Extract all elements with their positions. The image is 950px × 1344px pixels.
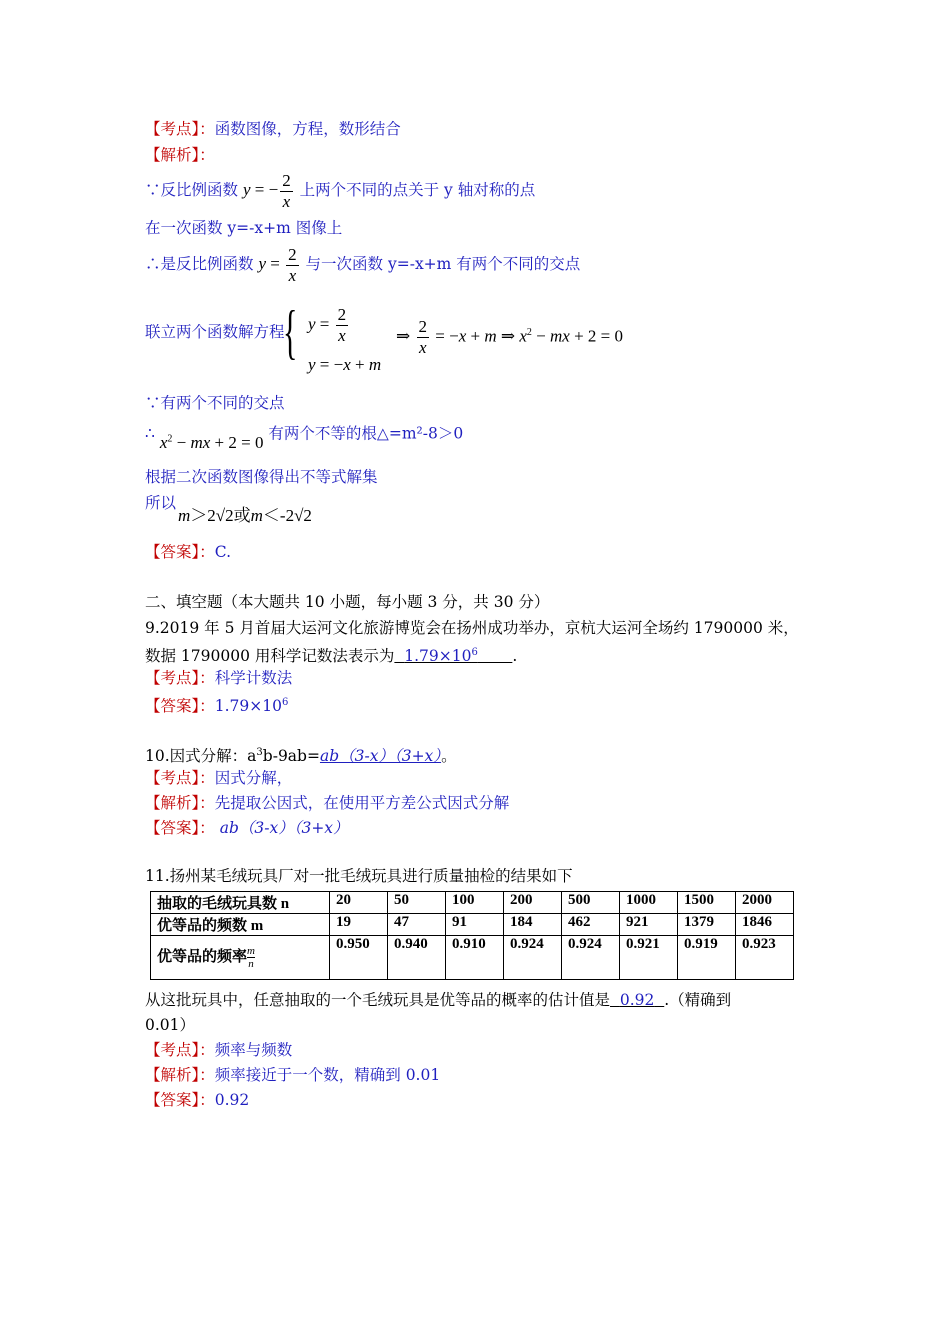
table-cell: 19 [330,914,388,936]
q8-kaodian-label: 【考点】： [145,120,215,138]
q10-answer-text: ab（3-x）（3+x） [219,819,349,837]
q8-line4-pre: 联立两个函数解方程 [145,323,285,341]
q9-stem2-post: . [512,647,518,666]
section-title: 二、填空题（本大题共 10 小题，每小题 3 分，共 30 分） [145,593,550,611]
q11-after1 [145,990,731,1010]
q10-stem-pre: 10.因式分解：a [145,747,257,766]
table-cell: 0.910 [446,936,504,980]
table-cell: 1846 [736,914,794,936]
q10-stem-mid: b-9ab= [262,747,320,766]
q8-line8: 所以 [145,494,177,512]
q9-kaodian [145,668,292,688]
q11-jiexi-label: 【解析】： [145,1066,215,1084]
q10-blank: ab（3-x）（3+x） [319,747,442,766]
q8-line3-formula: y = $\frac{2}{x}$ [258,244,297,285]
table-cell: 0.950 [330,936,388,980]
q11-answer-label: 【答案】： [145,1091,215,1109]
q11-answer [145,1090,249,1110]
table-cell: 500 [562,892,620,914]
q9-blank: $1.79\times 10^6$ [404,647,478,666]
q10-jiexi-label: 【解析】： [145,794,215,812]
table-cell: 0.919 [678,936,736,980]
q8-line6 [145,420,464,452]
frequency-table [150,891,794,980]
q11-jiexi-text: 频率接近于一个数，精确到 0.01 [214,1066,441,1084]
q9-stem1: 9.2019 年 5 月首届大运河文化旅游博览会在扬州成功举办，京杭大运河全场约 1790000 米， [145,619,799,637]
table-row [151,936,794,980]
q10-kaodian-label: 【考点】： [145,769,215,787]
table-cell: 1000 [620,892,678,914]
q9-answer-exp: 6 [282,697,289,708]
q11-after2: 0.01） [145,1016,196,1034]
table-cell: 50 [388,892,446,914]
q8-jiexi-label: 【解析】： [145,146,215,164]
q8-line6-pre: ∴ [145,424,155,443]
system-eq1: y = $\frac{2}{x}$ [308,305,347,345]
q8-line1-formula: y = − $\frac{2}{x}$ [242,170,291,211]
table-cell: 200 [504,892,562,914]
q11-after1-pre: 从这批玩具中，任意抽取的一个毛绒玩具是优等品的概率的估计值是 [145,991,611,1009]
q8-answer [145,542,231,562]
table-cell: 462 [562,914,620,936]
table-cell: 0.924 [562,936,620,980]
q11-kaodian [145,1040,292,1060]
q11-blank: 0.92 [619,991,655,1009]
q8-line1 [145,170,535,212]
table-row [151,914,794,936]
q10-stem-exp: 3 [256,747,263,758]
q8-line6-formula: $x^2$ − mx + 2 = 0 [159,432,264,452]
q8-line5: ∵有两个不同的交点 [145,394,285,412]
table-cell: 184 [504,914,562,936]
q9-answer-label: 【答案】： [145,697,215,716]
q9-stem2 [145,643,517,666]
q9-stem2-pre: 数据 1790000 用科学记数法表示为 [145,647,395,666]
q10-kaodian [145,768,292,788]
table-row [151,892,794,914]
q11-after1-post: .（精确到 [664,991,732,1009]
q10-jiexi-text: 先提取公因式，在使用平方差公式因式分解 [214,794,510,812]
q8-kaodian [145,119,401,139]
table-cell: 0.940 [388,936,446,980]
q8-answer-text: C. [214,543,231,561]
q10-stem [145,743,457,766]
q9-kaodian-text: 科学计数法 [214,669,293,687]
system-eq2: y = −x + m [308,355,382,374]
q11-jiexi [145,1065,440,1085]
q8-line2: 在一次函数 y=-x+m 图像上 [145,219,343,237]
table-cell: 2000 [736,892,794,914]
q11-kaodian-text: 频率与频数 [214,1041,293,1059]
table-header-cell: 优等品的频率 $\frac{m}{n}$ [151,936,330,980]
q11-stem: 11.扬州某毛绒玩具厂对一批毛绒玩具进行质量抽检的结果如下 [145,867,573,885]
q9-kaodian-label: 【考点】： [145,669,215,687]
q9-answer-text: 1.79×10 [214,697,282,716]
table-cell: 0.923 [736,936,794,980]
q10-stem-post: 。 [441,747,457,766]
table-cell: 20 [330,892,388,914]
q11-answer-text: 0.92 [214,1091,250,1109]
q8-result: m＞2√2或m＜-2√2 [178,506,312,525]
table-header-cell: 优等品的频数 m [151,914,330,936]
q10-answer [145,818,349,838]
q8-line7: 根据二次函数图像得出不等式解集 [145,468,378,486]
system-brace: { [283,299,298,365]
q8-line1-pre: ∵反比例函数 [145,181,239,199]
q8-line3-post: 与一次函数 y=-x+m 有两个不同的交点 [305,255,581,273]
q10-jiexi [145,793,509,813]
table-cell: 47 [388,914,446,936]
q8-answer-label: 【答案】： [145,543,215,561]
table-cell: 0.921 [620,936,678,980]
q10-answer-label: 【答案】： [145,819,215,837]
table-cell: 91 [446,914,504,936]
q9-answer [145,693,288,716]
table-cell: 921 [620,914,678,936]
system-derivation: ⇒ $\frac{2}{x}$ = −x + m ⇒ $x^2$ − mx + 2 = 0 [396,317,624,357]
table-cell: 100 [446,892,504,914]
table-cell: 0.924 [504,936,562,980]
q10-kaodian-text: 因式分解， [214,769,293,787]
table-cell: 1500 [678,892,736,914]
q8-line3 [145,244,580,286]
q8-kaodian-text: 函数图像，方程，数形结合 [214,120,401,138]
q8-line3-pre: ∴是反比例函数 [145,255,254,273]
q11-kaodian-label: 【考点】： [145,1041,215,1059]
q8-line1-post: 上两个不同的点关于 y 轴对称的点 [299,181,536,199]
q8-line6-post: 有两个不等的根△=m²-8＞0 [268,424,464,443]
table-cell: 1379 [678,914,736,936]
table-header-cell: 抽取的毛绒玩具数 n [151,892,330,914]
